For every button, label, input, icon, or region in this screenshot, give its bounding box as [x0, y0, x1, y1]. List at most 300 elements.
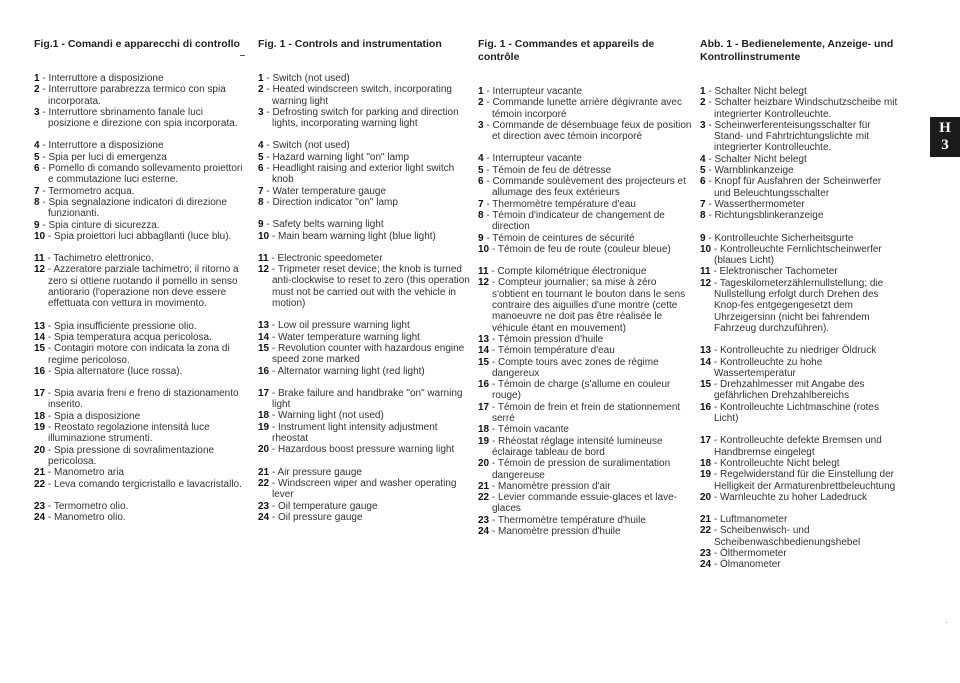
item-description: - Témoin pression d'huile	[489, 333, 604, 345]
legend-item	[258, 512, 472, 523]
item-description: - Manometro aria	[45, 467, 125, 479]
item-description: - Schalter Nicht belegt	[705, 153, 807, 165]
item-description: - Oil temperature gauge	[269, 500, 378, 512]
legend-item	[478, 199, 692, 210]
item-description: - Commande de désembuage feux de position et direction avec témoin incorporé	[483, 119, 692, 143]
item-number: 15	[34, 343, 46, 355]
item-description: - Spia proiettori luci abbagllanti (luce blu).	[45, 230, 232, 242]
item-description: - Levier commande essuie-glaces et lave-glaces	[489, 492, 677, 515]
legend-item	[700, 525, 900, 548]
item-number: 14	[700, 356, 712, 368]
legend-item	[478, 357, 692, 380]
item-description: - Hazardous boost pressure warning light	[269, 444, 455, 456]
item-description: - Scheinwerferenteisungsschalter für Stand- und Fahrtrichtungslichte mit integrierter Kontrolleuchte.	[705, 119, 871, 154]
item-description: - Compte tours avec zones de régime dangereux	[489, 356, 659, 379]
item-number: 15	[258, 342, 270, 354]
item-description: - Manomètre pression d'air	[489, 480, 611, 492]
item-list	[258, 73, 472, 523]
legend-item	[478, 176, 692, 199]
item-number: 2	[700, 97, 706, 109]
legend-item	[478, 458, 692, 481]
legend-item	[700, 357, 900, 380]
item-description: - Kontrolleuchte Fernlichtscheinwerfer (blaues Licht)	[711, 243, 882, 267]
item-number: 9	[34, 219, 40, 231]
legend-item	[258, 388, 472, 411]
legend-item	[700, 199, 900, 210]
item-number: 22	[478, 492, 490, 504]
legend-item	[700, 548, 900, 559]
legend-item	[34, 479, 246, 490]
item-number: 18	[34, 410, 46, 422]
item-number: 11	[258, 252, 269, 264]
item-description: - Interruttore parabrezza termico con spia incorporata.	[39, 84, 226, 107]
item-number: 9	[478, 232, 484, 244]
legend-item	[478, 266, 692, 277]
legend-item	[34, 422, 246, 445]
item-description: - Pomello di comando sollevamento proiettori e commutazione luci esterne.	[39, 163, 243, 186]
item-description: - Contagiri motore con indicata la zona di regime pericoloso.	[45, 343, 230, 366]
item-number: 1	[34, 73, 40, 84]
item-number: 16	[34, 365, 46, 377]
legend-item	[34, 512, 246, 523]
legend-item	[700, 435, 900, 458]
item-number: 7	[258, 185, 264, 197]
item-number: 9	[258, 219, 264, 231]
item-description: - Water temperature gauge	[263, 185, 387, 197]
item-number: 17	[478, 401, 490, 413]
item-description: - Kontrolleuchte Sicherheitsgurte	[705, 232, 854, 244]
legend-item	[258, 84, 472, 107]
item-number: 24	[34, 512, 46, 524]
legend-item	[34, 467, 246, 478]
item-description: - Termometro acqua.	[39, 185, 135, 197]
legend-item	[478, 492, 692, 515]
item-description: - Interruttore sbrinamento fanale luci posizione e direzione con spia incorporata.	[39, 106, 238, 130]
item-number: 19	[258, 421, 270, 433]
item-number: 12	[700, 277, 712, 289]
item-number: 22	[34, 478, 46, 490]
item-list	[478, 86, 692, 537]
item-description: - Témoin de charge (s'allume en couleur rouge)	[489, 379, 671, 402]
legend-item	[34, 107, 246, 130]
item-number: 17	[34, 388, 46, 400]
legend-item	[700, 154, 900, 165]
item-number: 23	[34, 500, 46, 512]
item-number: 10	[478, 243, 490, 255]
item-description: - Revolution counter with hazardous engine speed zone marked	[269, 342, 465, 366]
item-description: - Main beam warning light (blue light)	[269, 230, 436, 242]
legend-item	[478, 244, 692, 255]
item-number: 7	[700, 198, 706, 210]
item-number: 1	[478, 86, 484, 97]
item-description: - Témoin de feu de détresse	[483, 164, 612, 176]
item-number: 12	[258, 264, 270, 276]
item-description: - Commande soulèvement des projecteurs et allumage des feux extérieurs	[483, 176, 686, 199]
item-description: - Reostato regolazione intensità luce illuminazione strumenti.	[45, 422, 210, 445]
item-number: 2	[258, 84, 264, 96]
item-description: - Heated windscreen switch, incorporating warning light	[263, 84, 452, 107]
item-description: - Windscreen wiper and washer operating lever	[269, 477, 457, 501]
item-number: 3	[34, 106, 40, 118]
item-number: 11	[700, 266, 711, 278]
item-description: - Témoin de pression de suralimentation dangereuse	[489, 458, 671, 481]
item-number: 24	[700, 559, 712, 571]
item-number: 12	[478, 277, 490, 289]
item-number: 16	[478, 379, 490, 391]
legend-item	[478, 379, 692, 402]
item-description: - Kontrolleuchte zu hohe Wassertemperatur	[711, 356, 823, 379]
item-number: 18	[258, 410, 270, 422]
item-number: 20	[700, 491, 712, 503]
legend-item	[700, 244, 900, 267]
item-number: 20	[34, 444, 46, 456]
item-number: 2	[34, 84, 40, 96]
item-description: - Wasserthermometer	[705, 198, 805, 210]
legend-item	[34, 253, 246, 264]
item-number: 12	[34, 264, 46, 276]
item-number: 3	[258, 106, 264, 118]
item-description: - Switch (not used)	[263, 73, 350, 84]
legend-item	[700, 266, 900, 277]
item-description: - Spia segnalazione indicatori di direzione funzionanti.	[39, 196, 227, 220]
legend-item	[258, 107, 472, 130]
legend-item	[258, 332, 472, 343]
legend-item	[700, 233, 900, 244]
item-number: 1	[258, 73, 264, 84]
legend-item	[34, 332, 246, 343]
item-number: 17	[258, 387, 270, 399]
item-number: 4	[34, 140, 40, 152]
legend-item	[34, 152, 246, 163]
item-number: 5	[700, 165, 706, 177]
item-description: - Spia alternatore (luce rossa).	[45, 365, 183, 377]
legend-item	[478, 153, 692, 164]
item-number: 6	[258, 163, 264, 175]
column-title: Abb. 1 - Bedienelemente, Anzeige- und Kontrollinstrumente	[700, 38, 894, 63]
legend-item	[478, 436, 692, 459]
item-description: - Leva comando tergicristallo e lavacristallo.	[45, 478, 242, 490]
item-number: 18	[478, 424, 490, 436]
legend-item	[478, 345, 692, 356]
item-description: - Spia insufficiente pressione olio.	[45, 320, 197, 332]
legend-item	[700, 176, 900, 199]
legend-item	[258, 467, 472, 478]
item-number: 23	[258, 500, 270, 512]
legend-item	[258, 197, 472, 208]
item-number: 13	[700, 345, 712, 357]
item-number: 19	[700, 469, 712, 481]
legend-item	[34, 220, 246, 231]
legend-item	[700, 210, 900, 221]
legend-item	[34, 388, 246, 411]
item-number: 21	[700, 514, 712, 526]
item-number: 7	[478, 198, 484, 210]
item-description: - Témoin de feu de route (couleur bleue)	[489, 243, 671, 255]
item-description: - Schalter heizbare Windschutzscheibe mit integrierter Kontrolleuchte.	[705, 97, 898, 120]
item-list	[700, 86, 900, 571]
legend-item	[258, 231, 472, 242]
legend-item	[700, 514, 900, 525]
legend-item	[478, 86, 692, 97]
legend-item	[700, 278, 900, 334]
item-number: 2	[478, 97, 484, 109]
item-number: 19	[34, 422, 46, 434]
item-description: - Direction indicator "on" lamp	[263, 196, 398, 208]
item-number: 5	[34, 151, 40, 163]
legend-item	[258, 501, 472, 512]
item-description: - Spia cinture di sicurezza.	[39, 219, 160, 231]
item-description: - Spia per luci di emergenza	[39, 151, 167, 163]
legend-item	[34, 343, 246, 366]
legend-item	[34, 84, 246, 107]
legend-item	[258, 366, 472, 377]
item-description: - Alternator warning light (red light)	[269, 365, 425, 377]
item-number: 14	[34, 331, 46, 343]
legend-item	[34, 163, 246, 186]
legend-item	[478, 277, 692, 333]
legend-item	[478, 165, 692, 176]
item-description: - Témoin de frein et frein de stationnement serré	[489, 401, 681, 425]
item-description: - Elektronischer Tachometer	[710, 266, 838, 278]
item-description: - Témoin d'indicateur de changement de direction	[483, 209, 665, 233]
item-number: 7	[34, 185, 40, 197]
item-description: - Air pressure gauge	[269, 466, 362, 478]
column-german	[700, 38, 900, 571]
item-number: 8	[34, 196, 40, 208]
item-number: 10	[258, 230, 270, 242]
legend-item	[258, 264, 472, 309]
item-number: 6	[478, 176, 484, 188]
legend-item	[34, 197, 246, 220]
legend-item	[258, 410, 472, 421]
item-description: - Interruttore a disposizione	[39, 73, 164, 84]
item-number: 21	[478, 480, 490, 492]
item-description: - Compteur journalier; sa mise à zéro s'obtient en tournant le bouton dans le sens contraire des aiguilles d'une montre (cette manoeuvre ne doit pas être réalisée le véhicule étant en mouvement)	[489, 277, 686, 334]
item-description: - Manomètre pression d'huile	[489, 525, 621, 537]
legend-item	[478, 233, 692, 244]
legend-item	[700, 492, 900, 503]
column-title: Fig. 1 - Controls and instrumentation	[258, 38, 442, 50]
item-description: - Termometro olio.	[45, 500, 129, 512]
item-number: 16	[700, 401, 712, 413]
item-number: 18	[700, 457, 712, 469]
item-description: - Low oil pressure warning light	[269, 320, 410, 332]
item-number: 9	[700, 232, 706, 244]
item-number: 22	[258, 477, 270, 489]
legend-item	[258, 186, 472, 197]
legend-item	[478, 97, 692, 120]
item-number: 8	[258, 196, 264, 208]
legend-item	[34, 231, 246, 242]
legend-item	[478, 526, 692, 537]
item-number: 10	[700, 243, 712, 255]
column-english	[258, 38, 472, 523]
legend-item	[34, 186, 246, 197]
legend-item	[478, 424, 692, 435]
legend-item	[478, 402, 692, 425]
item-number: 16	[258, 365, 270, 377]
legend-item	[700, 379, 900, 402]
item-number: 20	[258, 444, 270, 456]
item-description: - Richtungsblinkeranzeige	[705, 210, 824, 222]
item-description: - Kontrolleuchte defekte Bremsen und Handbremse eingelegt	[711, 435, 882, 458]
item-description: - Kontrolleuchte zu niedriger Öldruck	[711, 345, 877, 357]
item-description: - Brake failure and handbrake "on" warning light	[269, 387, 463, 411]
item-description: - Interrupteur vacante	[483, 86, 582, 97]
item-number: 23	[700, 547, 712, 559]
legend-item	[478, 210, 692, 233]
column-title: Fig.1 - Comandi e apparecchi di controllo	[34, 38, 240, 50]
legend-item	[258, 478, 472, 501]
item-number: 4	[478, 153, 484, 165]
item-description: - Instrument light intensity adjustment rheostat	[269, 421, 438, 445]
item-number: 15	[478, 356, 490, 368]
legend-item	[700, 165, 900, 176]
legend-item	[700, 86, 900, 97]
item-description: - Water temperature warning light	[269, 331, 420, 343]
item-description: - Témoin de ceintures de sécurité	[483, 232, 635, 244]
page-mark	[946, 622, 947, 623]
item-description: - Ölthermometer	[711, 547, 787, 559]
section-tab-letter: H	[939, 120, 951, 136]
item-description: - Spia avaria freni e freno di stazionamento inserito.	[45, 388, 239, 411]
item-description: - Warning light (not used)	[269, 410, 384, 422]
item-description: - Témoin vacante	[489, 424, 569, 436]
legend-item	[258, 73, 472, 84]
item-number: 6	[700, 176, 706, 188]
item-description: - Regelwiderstand für die Einstellung der Helligkeit der Armaturenbrettbeleuchtung	[711, 469, 896, 492]
legend-item	[700, 402, 900, 425]
legend-item	[34, 321, 246, 332]
column-french	[478, 38, 692, 537]
item-description: - Knopf für Ausfahren der Scheinwerfer und Beleuchtungsschalter	[705, 176, 882, 199]
legend-item	[700, 559, 900, 570]
item-number: 22	[700, 525, 712, 537]
item-list	[34, 73, 246, 523]
item-number: 1	[700, 86, 706, 97]
item-number: 24	[258, 511, 270, 523]
item-number: 17	[700, 435, 712, 447]
legend-item	[700, 345, 900, 356]
item-description: - Azzeratore parziale tachimetro; il ritorno a zero si ottiene ruotando il pomello in senso antiorario (l'operazione non deve essere effettuata con vettura in movimento.	[45, 264, 239, 310]
item-description: - Kontrolleuchte Lichtmaschine (rotes Licht)	[711, 401, 879, 425]
legend-item	[478, 120, 692, 143]
item-number: 19	[478, 435, 490, 447]
item-description: - Témoin température d'eau	[489, 345, 615, 357]
legend-item	[34, 501, 246, 512]
item-description: - Scheibenwisch- und Scheibenwaschbedienungshebel	[711, 525, 861, 548]
item-description: - Oil pressure gauge	[269, 511, 363, 523]
item-description: - Safety belts warning light	[263, 219, 384, 231]
legend-item	[258, 444, 472, 455]
legend-item	[478, 515, 692, 526]
item-number: 5	[258, 151, 264, 163]
item-number: 24	[478, 525, 490, 537]
item-number: 23	[478, 514, 490, 526]
item-description: - Interrupteur vacante	[483, 153, 582, 165]
section-tab	[930, 117, 960, 157]
legend-item	[34, 140, 246, 151]
item-description: - Interruttore a disposizione	[39, 140, 164, 152]
item-number: 21	[258, 466, 270, 478]
item-number: 4	[258, 140, 264, 152]
column-title: Fig. 1 - Commandes et appareils de contrôle	[478, 38, 655, 63]
item-number: 4	[700, 153, 706, 165]
item-number: 8	[700, 210, 706, 222]
legend-item	[34, 366, 246, 377]
item-description: - Defrosting switch for parking and direction lights, incorporating warning light	[263, 106, 459, 130]
legend-item	[258, 219, 472, 230]
legend-item	[258, 422, 472, 445]
item-number: 8	[478, 209, 484, 221]
legend-item	[700, 120, 900, 154]
legend-item	[700, 97, 900, 120]
section-tab-number: 3	[941, 137, 949, 153]
item-description: - Compte kilométrique électronique	[488, 266, 647, 278]
legend-item	[258, 343, 472, 366]
item-description: - Thermomètre température d'huile	[489, 514, 646, 526]
item-description: - Commande lunette arrière dégivrante avec témoin incorporé	[483, 97, 682, 120]
legend-item	[258, 320, 472, 331]
item-description: - Kontrolleuchte Nicht belegt	[711, 457, 840, 469]
item-description: - Manometro olio.	[45, 512, 126, 524]
legend-item	[258, 152, 472, 163]
item-number: 13	[258, 320, 270, 332]
item-number: 6	[34, 163, 40, 175]
item-number: 11	[34, 253, 45, 265]
item-description: - Tachimetro elettronico.	[44, 253, 154, 265]
item-description: - Tageskilometerzählernullstellung; die Nullstellung erfolgt durch Drehen des Knop-fes entgegengesetzt dem Uhrzeigersinn (nicht bei fahrendem Fahrzeug durchzuführen).	[711, 277, 884, 334]
item-description: - Spia pressione di sovralimentazione pericolosa.	[45, 444, 215, 467]
item-description: - Ölmanometer	[711, 559, 781, 571]
legend-item	[478, 481, 692, 492]
item-number: 13	[478, 333, 490, 345]
item-number: 10	[34, 230, 46, 242]
item-number: 5	[478, 164, 484, 176]
item-description: - Rhéostat réglage intensité lumineuse éclairage tableau de bord	[489, 435, 663, 458]
item-description: - Spia a disposizione	[45, 410, 141, 422]
legend-item	[478, 334, 692, 345]
column-italian	[34, 38, 246, 523]
item-description: - Thermomètre température d'eau	[483, 198, 636, 210]
item-number: 11	[478, 266, 489, 278]
item-description: - Schalter Nicht belegt	[705, 86, 807, 97]
item-description: - Tripmeter reset device; the knob is turned anti-clockwise to reset to zero (this operation must not be carried out with the vehicle in motion)	[269, 264, 470, 310]
item-description: - Drehzahlmesser mit Angabe des gefährlichen Drehzahlbereichs	[711, 379, 865, 402]
item-description: - Luftmanometer	[711, 514, 788, 526]
item-number: 14	[478, 345, 490, 357]
legend-item	[34, 73, 246, 84]
item-number: 20	[478, 458, 490, 470]
item-description: - Switch (not used)	[263, 140, 350, 152]
legend-item	[258, 140, 472, 151]
legend-item	[34, 264, 246, 309]
item-description: - Warnblinkanzeige	[705, 165, 794, 177]
legend-item	[700, 469, 900, 492]
item-description: - Warnleuchte zu hoher Ladedruck	[711, 491, 867, 503]
item-number: 14	[258, 331, 270, 343]
legend-item	[34, 445, 246, 468]
legend-item	[258, 253, 472, 264]
item-number: 3	[478, 119, 484, 131]
legend-item	[258, 163, 472, 186]
item-number: 13	[34, 320, 46, 332]
item-number: 3	[700, 119, 706, 131]
item-description: - Headlight raising and exterior light switch knob	[263, 163, 455, 186]
item-description: - Spia temperatura acqua pericolosa.	[45, 331, 212, 343]
item-number: 15	[700, 379, 712, 391]
item-description: - Hazard warning light "on" lamp	[263, 151, 410, 163]
